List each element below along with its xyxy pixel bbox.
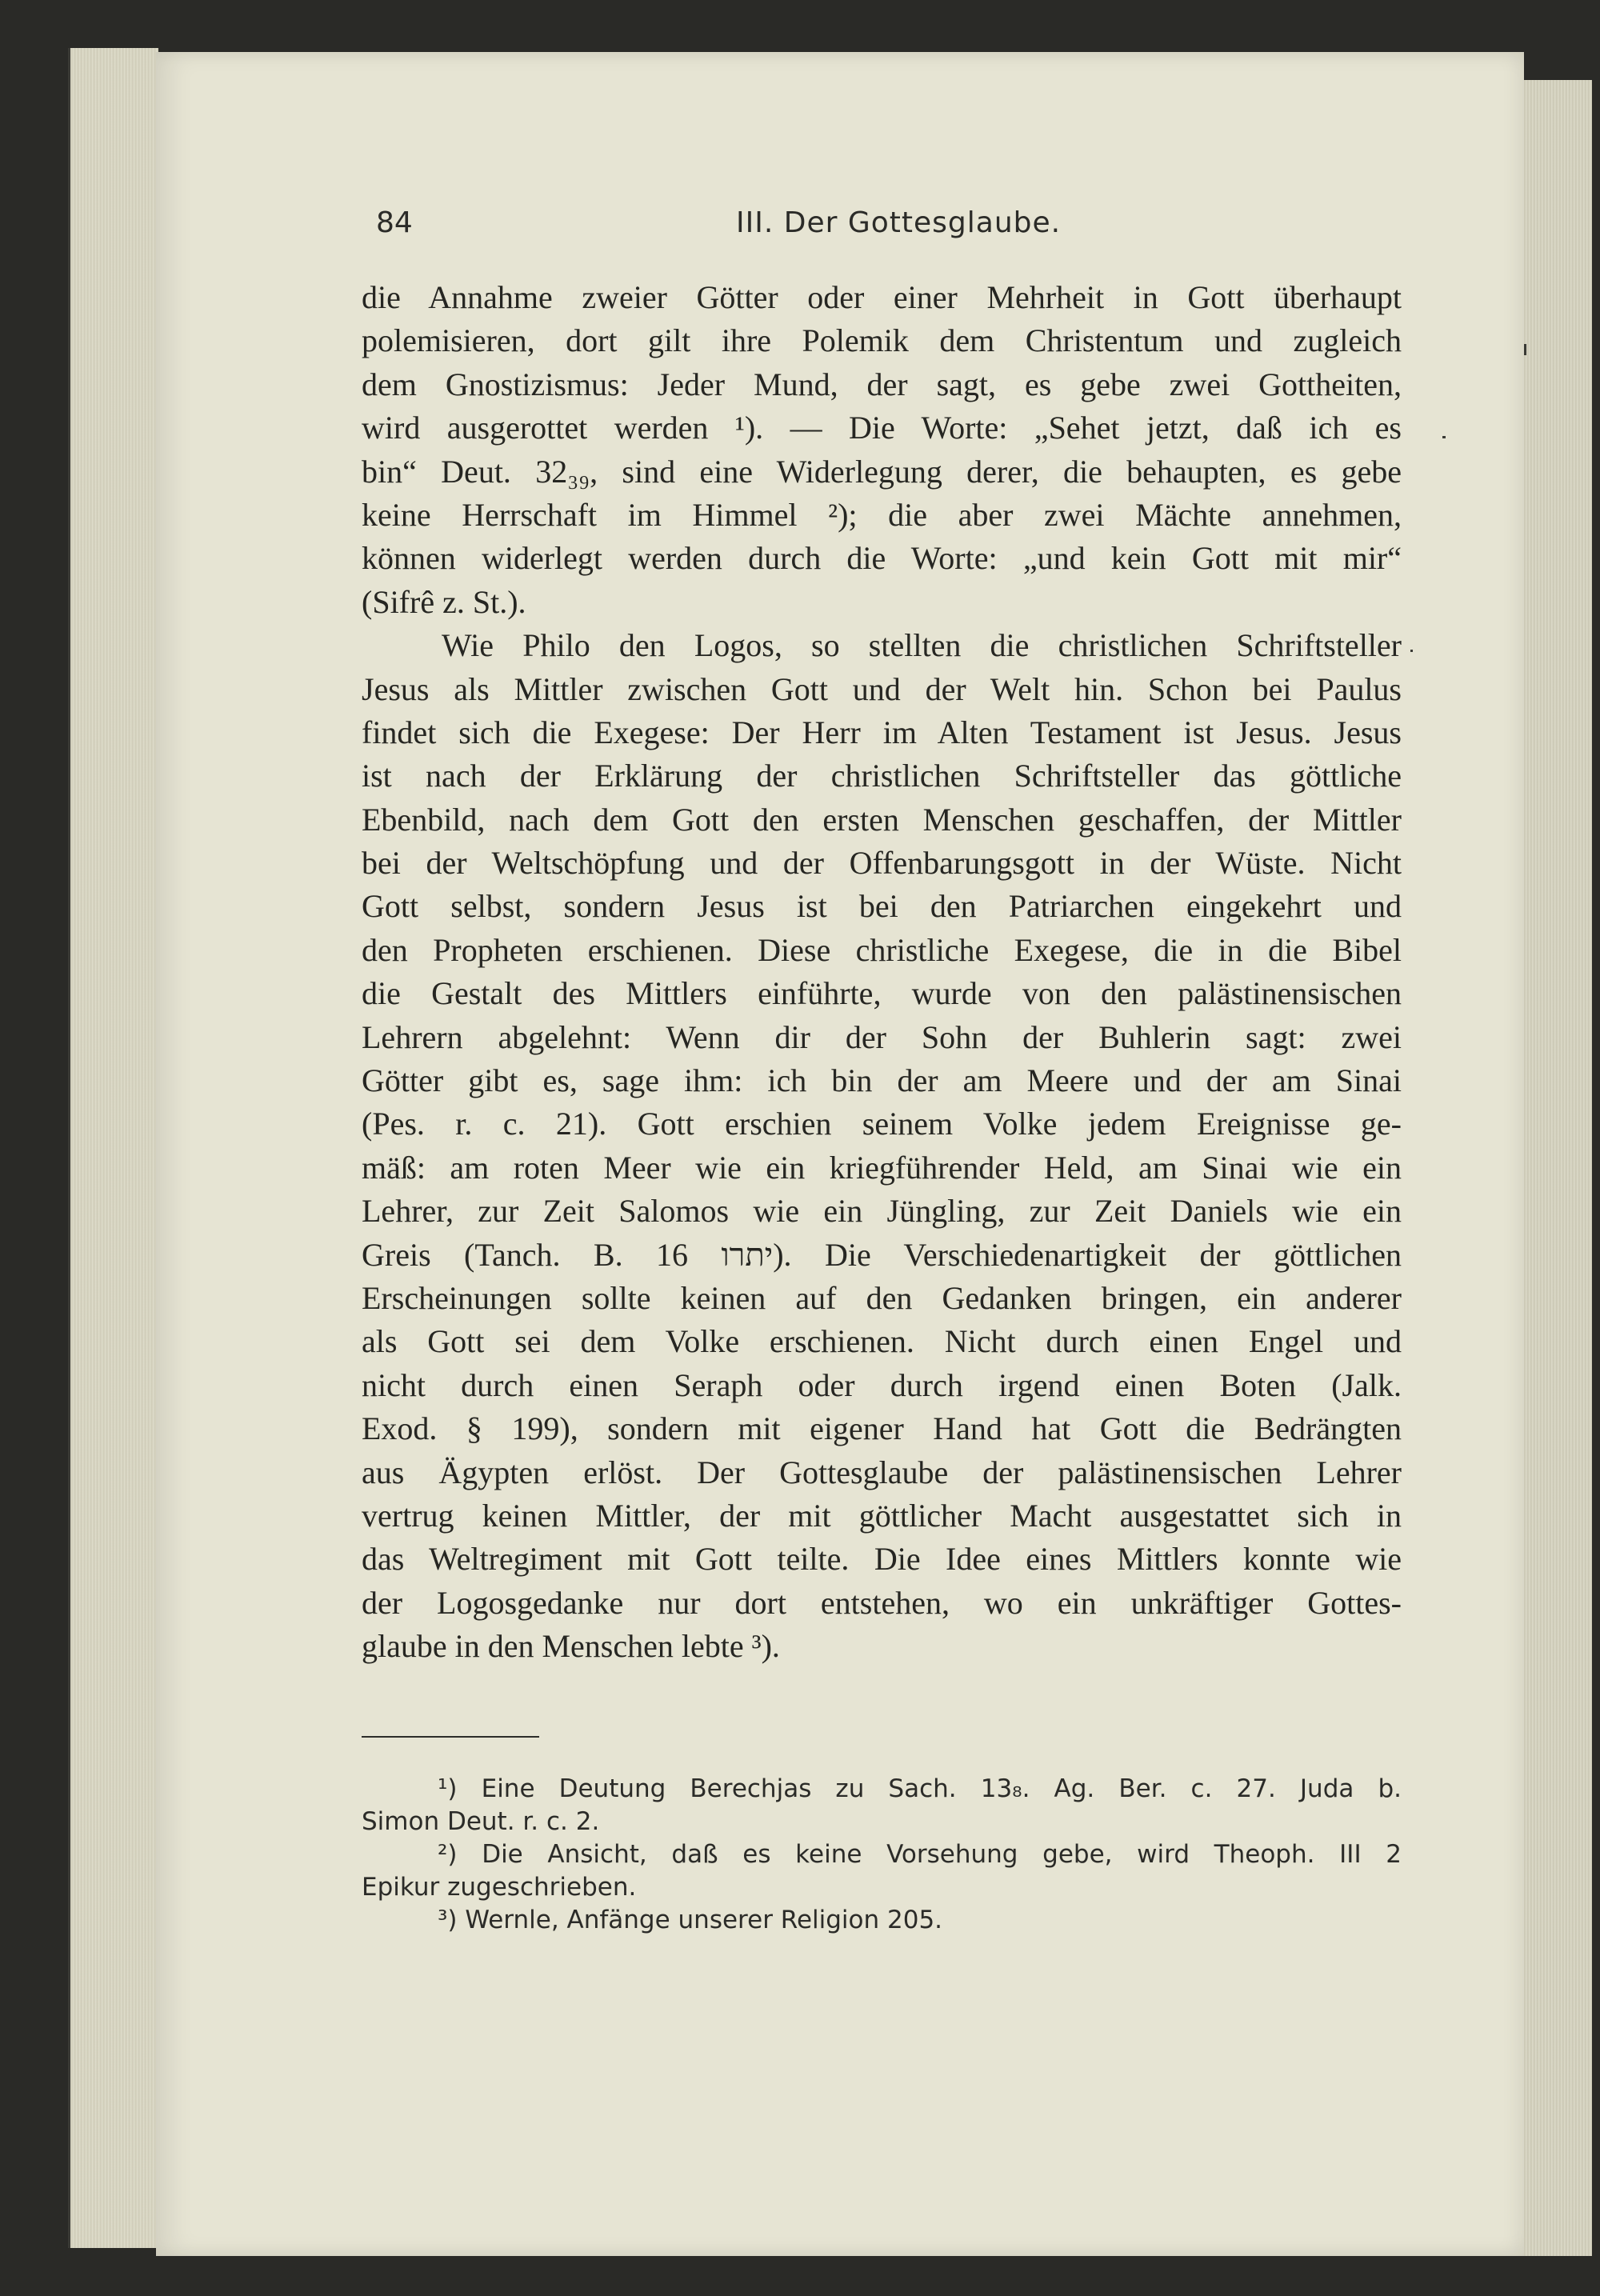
text-line: Lehrern abgelehnt: Wenn dir der Sohn der Buhlerin sagt: zwei [362,1018,1402,1055]
footnote-line: ³) Wernle, Anfänge unserer Religion 205. [438,1906,943,1934]
footnote-line: Epikur zugeschrieben. [362,1873,637,1902]
text-line: Gott selbst, sondern Jesus ist bei den Patriarchen eingekehrt und [362,888,1402,925]
text-line: Lehrer, zur Zeit Salomos wie ein Jüngling, zur Zeit Daniels wie ein [362,1193,1402,1230]
text-line: Ebenbild, nach dem Gott den ersten Menschen geschaffen, der Mittler [362,801,1402,838]
text-line: als Gott sei dem Volke erschienen. Nicht durch einen Engel und [362,1323,1402,1360]
text-line: Wie Philo den Logos, so stellten die christlichen Schriftsteller [442,627,1402,664]
text-line: dem Gnostizismus: Jeder Mund, der sagt, es gebe zwei Gottheiten, [362,366,1402,402]
text-line: keine Herrschaft im Himmel ²); die aber zwei Mächte annehmen, [362,496,1402,533]
text-line: wird ausgerottet werden ¹). — Die Worte: „Sehet jetzt, daß ich es [362,410,1402,446]
text-line: glaube in den Menschen lebte ³). [362,1628,780,1665]
footnote-line: ¹) Eine Deutung Berechjas zu Sach. 13₈. Ag. Ber. c. 27. Juda b. [438,1774,1402,1803]
footnote-rule [362,1736,539,1738]
text-line: findet sich die Exegese: Der Herr im Alten Testament ist Jesus. Jesus [362,714,1402,750]
text-line: ist nach der Erklärung der christlichen Schriftsteller das göttliche [362,758,1402,794]
footnote-line: Simon Deut. r. c. 2. [362,1807,600,1836]
text-line: (Pes. r. c. 21). Gott erschien seinem Volke jedem Ereignisse ge- [362,1106,1402,1142]
text-line: den Propheten erschienen. Diese christliche Exegese, die in die Bibel [362,931,1402,968]
text-line: Erscheinungen sollte keinen auf den Gedanken bringen, ein anderer [362,1279,1402,1316]
body-text [362,276,1402,1669]
text-line: mäß: am roten Meer wie ein kriegführender Held, am Sinai wie ein [362,1149,1402,1186]
paper-speck [1410,650,1413,652]
text-line: bei der Weltschöpfung und der Offenbarungsgott in der Wüste. Nicht [362,845,1402,882]
text-line: bin“ Deut. 32₃₉, sind eine Widerlegung derer, die behaupten, es gebe [362,453,1402,490]
paper-speck [1524,344,1526,355]
text-line: Greis (Tanch. B. יתרו 16). Die Verschiedenartigkeit der göttlichen [362,1236,1402,1273]
text-line: aus Ägypten erlöst. Der Gottesglaube der palästinensischen Lehrer [362,1454,1402,1490]
text-line: Götter gibt es, sage ihm: ich bin der am Meere und der am Sinai [362,1062,1402,1099]
text-line: das Weltregiment mit Gott teilte. Die Idee eines Mittlers konnte wie [362,1541,1402,1578]
text-line: die Gestalt des Mittlers einführte, wurde von den palästinensischen [362,975,1402,1012]
text-line: Exod. § 199), sondern mit eigener Hand hat Gott die Bedrängten [362,1410,1402,1447]
text-line: nicht durch einen Seraph oder durch irgend einen Boten (Jalk. [362,1366,1402,1403]
text-line: die Annahme zweier Götter oder einer Mehrheit in Gott überhaupt [362,279,1402,315]
text-line: Jesus als Mittler zwischen Gott und der Welt hin. Schon bei Paulus [362,670,1402,707]
footnotes [362,1773,1402,1937]
text-line: vertrug keinen Mittler, der mit göttlicher Macht ausgestattet sich in [362,1497,1402,1534]
page-number: 84 [376,206,413,239]
book-page-edges-right [1520,80,1592,2256]
text-line: polemisieren, dort gilt ihre Polemik dem Christentum und zugleich [362,322,1402,359]
book-page-edges-left [68,48,158,2248]
paper-speck [1442,436,1446,438]
text-line: der Logosgedanke nur dort entstehen, wo ein unkräftiger Gottes- [362,1584,1402,1621]
text-line: (Sifrê z. St.). [362,583,526,620]
page-header [376,206,1400,243]
text-line: können widerlegt werden durch die Worte: „und kein Gott mit mir“ [362,540,1402,577]
running-title: III. Der Gottesglaube. [736,206,1062,239]
footnote-line: ²) Die Ansicht, daß es keine Vorsehung gebe, wird Theoph. III 2 [438,1840,1402,1869]
